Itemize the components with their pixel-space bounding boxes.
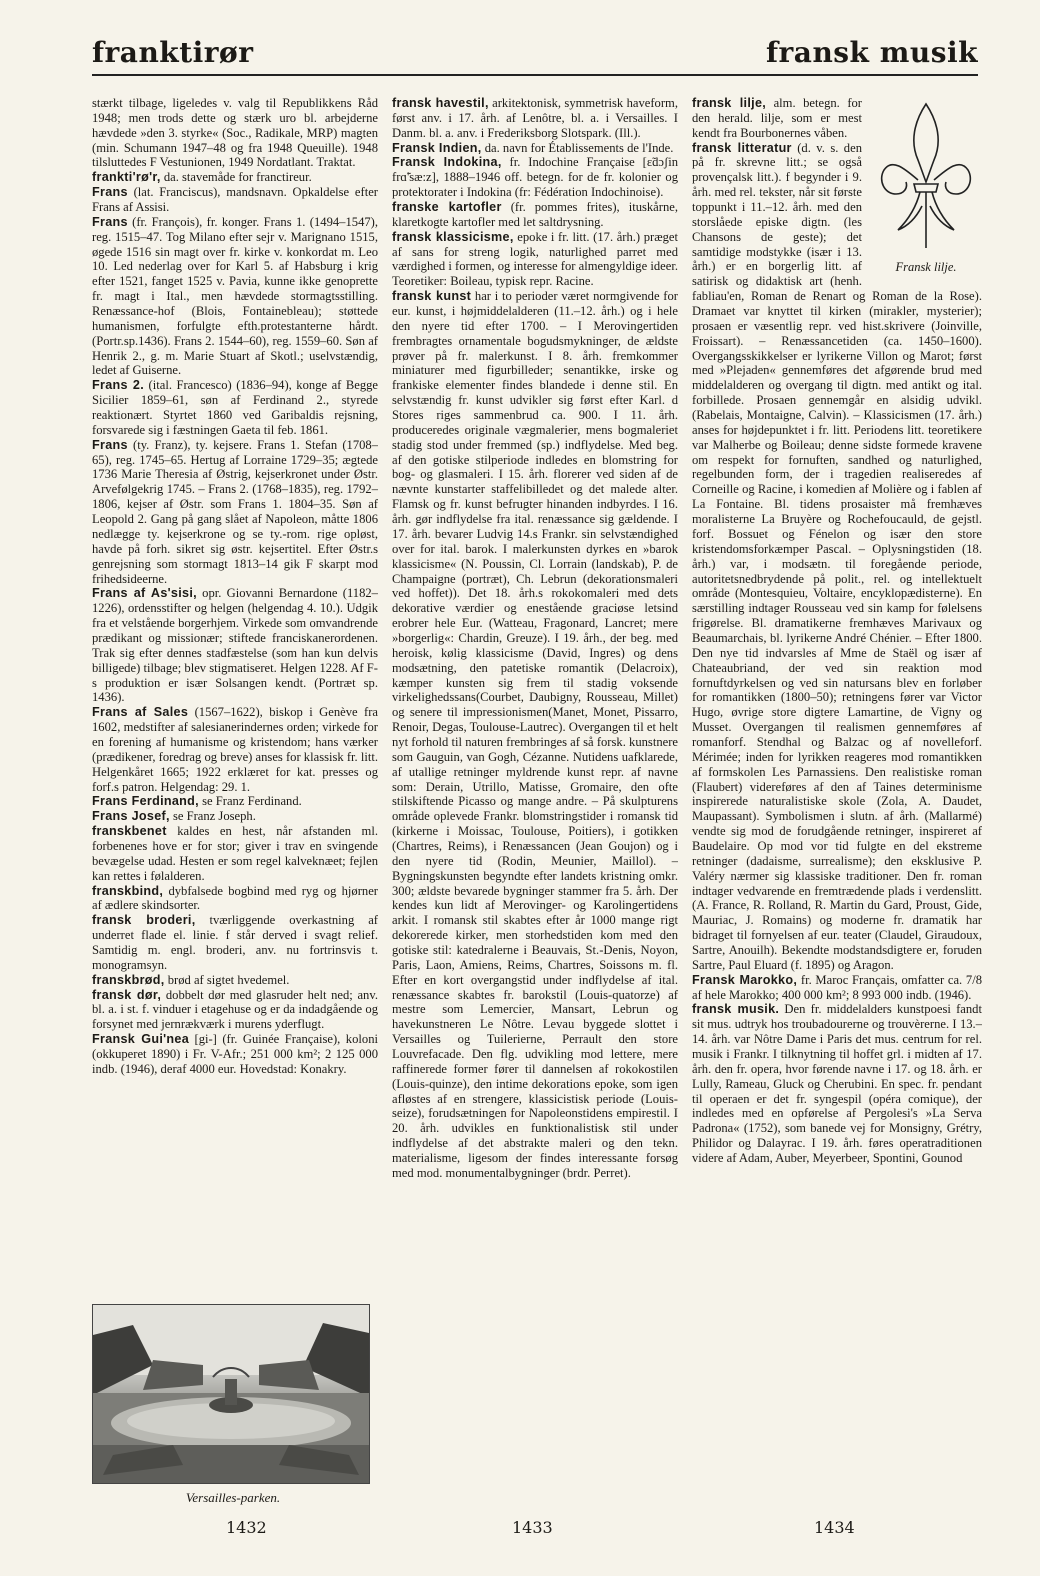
entry-headword: Fransk Marokko, xyxy=(692,972,798,987)
dictionary-entry xyxy=(92,215,378,378)
entry-text: alm. betegn. for den herald. lilje, som er mest kendt fra Bourbonernes våben. xyxy=(692,96,862,140)
entry-headword: franskbenet xyxy=(92,824,167,839)
column-3 xyxy=(692,96,982,1506)
entry-headword: fransk broderi, xyxy=(92,913,196,928)
entry-headword: Frans af Sales xyxy=(92,705,189,720)
entry-text: (fr. François), fr. konger. Frans 1. (1494–1547), reg. 1515–47. Tog Milano efter sejr v. Marignano 1515, øgede 1516 sin magt over fr. kirke v. konkordat m. Leo 10. Led nederlag over for Karl 5. af Habsburg i krig efter 1521, fanget 1525 v. Pavia, kunne ikke genoprette fr. magt i Ital., men hævdede stormagtsstilling. Renæssance-hof (Blois, Fontainebleau); støttede humanismen, forfulgte efth.protestanterne hårdt.(Portr.sp.1436). Frans 2. 1544–60), reg. 1559–60. Søn af Henrik 2., g. m. Marie Stuart af Skotl.; uselvstændig, ledet af Guiserne. xyxy=(92,214,378,378)
entry-headword: fransk litteratur xyxy=(692,140,792,155)
entry-text: tværliggende overkastning af underret flade el. linie. f står derved i svagt relief. Samtidig m. engl. broderi, anv. nu fortrinsvis t. monogramsyn. xyxy=(92,913,378,972)
entry-headword: Frans xyxy=(92,437,128,452)
entry-headword: franskbind, xyxy=(92,883,164,898)
entry-headword: frankti'rø'r, xyxy=(92,170,161,185)
dictionary-entry xyxy=(92,973,378,988)
dictionary-entry xyxy=(92,705,378,794)
entry-text: (lat. Franciscus), mandsnavn. Opkaldelse efter Frans af Assisi. xyxy=(92,185,378,215)
dictionary-entry xyxy=(692,973,982,1003)
entry-headword: Fransk Indokina, xyxy=(392,155,502,170)
entry-headword: franske kartofler xyxy=(392,200,502,215)
entry-text: epoke i fr. litt. (17. årh.) præget af sans for streng logik, naturlighed parret med værdighed i formen, og interesse for almengyldige ideer. Teoretiker: Boileau, typisk repr. Racine. xyxy=(392,229,678,289)
entry-headword: Frans xyxy=(92,214,128,229)
dictionary-entry xyxy=(92,809,378,824)
entry-headword: Frans xyxy=(92,185,128,200)
entry-text: dobbelt dør med glasruder helt ned; anv. bl. a. i st. f. vinduer i etagehuse og er da indadgående og forsynet med jernrækværk i murens yderflugt. xyxy=(92,987,378,1032)
dictionary-entry xyxy=(692,1002,982,1165)
dictionary-entry xyxy=(392,96,678,141)
guide-word-left: franktirør xyxy=(92,36,254,69)
entry-headword: Frans 2. xyxy=(92,378,145,393)
entry-text: brød af sigtet hvedemel. xyxy=(167,972,290,987)
entry-headword: fransk kunst xyxy=(392,289,472,304)
entry-text: (1567–1622), biskop i Genève fra 1602, medstifter af salesianerindernes orden; virkede for en forening af humanisme og kristendom; hans værker (prædikener, foredrag og breve) anses for klassisk fr. litt. Helgenkåret 1665; 1922 erklæret for kat. presses og forf.s patron. Helgendag: 29. 1. xyxy=(92,705,378,794)
entry-text: fr. Indochine Française [ɛ̃dɔʃin frɑ̃'sæ:z], 1888–1946 off. betegn. for de fr. kolonier og protektorater i Indokina (fr: Fédération Indochinoise). xyxy=(392,155,678,200)
entry-headword: fransk havestil, xyxy=(392,96,489,110)
page-number-1: 1432 xyxy=(226,1518,267,1537)
column-2 xyxy=(392,96,678,1506)
lily-caption: Fransk lilje. xyxy=(895,259,957,274)
dictionary-entry xyxy=(392,230,678,289)
dictionary-entry xyxy=(92,438,378,587)
dictionary-entry xyxy=(92,185,378,215)
entry-headword: Fransk Gui'nea xyxy=(92,1032,190,1047)
page-header xyxy=(92,34,978,76)
entry-text: Den fr. middelalders kunstpoesi fandt sit mus. udtryk hos troubadourerne og trouvèrerne. I 13.–14. årh. var Nôtre Dame i Paris det mus. centrum for rel. musik i Frankr. I tilknytning til hoffet grl. i midten af 17. årh. den fr. opera, hvor førende navne i 17. og 18. årh. er Lully, Rameau, Gluck og Cherubini. En spec. fr. pendant til operaen er det fr. syngespil (opéra comique), der indledes med en opførelse af Pergolesi's »La Serva Padrona« (1752), som banede vej for Monsigny, Grétry, Philidor og Dalayrac. I 19. årh. føres operatraditionen videre af Adam, Auber, Meyerbeer, Spontini, Gounod xyxy=(692,1002,982,1166)
dictionary-entry xyxy=(92,378,378,437)
entry-headword: Frans Ferdinand, xyxy=(92,794,199,809)
entry-text: dybfalsede bogbind med ryg og hjørner af ædlere skindsorter. xyxy=(92,883,378,913)
entry-text: fr. Maroc Français, omfatter ca. 7/8 af hele Marokko; 400 000 km²; 8 993 000 indb. (1946). xyxy=(692,972,982,1002)
entry-text: opr. Giovanni Bernardone (1182–1226), ordensstifter og helgen (helgendag 4. 10.). Udgik fra et velstående borgerhjem. Virkede som omvandrende prædikant og missionær; stiftede franciskanerordenen. Trak sig efter dennes stadfæstelse (som han kun delvis billigede) tilbage; blev stigmatiseret. Helgen 1228. Af F-s produktion er især Solsangen kendt. (Portræt sp. 1436). xyxy=(92,586,378,705)
entry-text: (ital. Francesco) (1836–94), konge af Begge Sicilier 1859–61, søn af Ferdinand 2., styrede reaktionært. Styrtet 1860 ved Garibaldis rejsning, forsvarede sig i fæstningen Gaeta til feb. 1861. xyxy=(92,378,378,437)
dictionary-entry xyxy=(92,1032,378,1077)
dictionary-entry xyxy=(92,170,378,185)
entry-text: (fr. pommes frites), ituskårne, klaretkogte kartofler med let saltdrysning. xyxy=(392,200,678,229)
fleur-de-lis-figure xyxy=(870,98,982,278)
entry-text: (ty. Franz), ty. kejsere. Frans 1. Stefan (1708–65), reg. 1745–65. Hertug af Lorraine 1729–35; ægtede 1736 Marie Theresia af Østrig, kejserkronet under Østr. Arvefølgekrig 1745. – Frans 2. (1768–1835), reg. 1792–1806, kejser af Østr. som Frans 1. 1804–35. Søn af Leopold 2. Gang på gang slået af Napoleon, måtte 1806 nedlægge ty. kejserkrone og se ty.-rom. rige opløst, havde på forh. sikret sig østr. kejsertitel. Efter Østr.s genrejsning som stormagt 1813–14 gik F skarpt mod frihedsideerne. xyxy=(92,437,378,586)
entry-text: arkitektonisk, symmetrisk haveform, først anv. i 17. årh. af Lenôtre, bl. a. i Versailles. I Danm. bl. a. anv. i Frederiksborg Slotspark. (Ill.). xyxy=(392,96,678,140)
column-1 xyxy=(92,96,378,1506)
page-number-3: 1434 xyxy=(814,1518,855,1537)
columns xyxy=(92,96,982,1516)
page-number-2: 1433 xyxy=(512,1518,553,1537)
versailles-figure xyxy=(92,1304,374,1504)
guide-word-right: fransk musik xyxy=(766,36,978,69)
entry-text: har i to perioder været normgivende for eur. kunst, i højmiddelalderen (11.–12. årh.) og i hele den nyere tid efter 1700. – I Merovingertiden frembragtes ornamentale bogudsmykninger, de ældste prøver på fr. malerkunst. I 8. årh. fremkommer miniaturer med figurbilleder; senantikke, irske og frankiske elementer findes blandede i denne stil. En selvstændig fr. kunst udvikler sig først efter Karl. d Stores riges sammenbrud ca. 900. I 11. årh. produceredes originale vægmalerier, mens bogmaleriet stadig stod under fremmed (sp.) indflydelse. Med beg. af den gotiske stilperiode indledes en blomstring for bog- og glasmaleri. I 15. årh. florerer ved siden af de nævnte kunstarter staffelibilledet og det malede alter. Flamsk og fr. kunst befrugter hinanden indbyrdes. I 16. årh. gør indflydelse fra ital. renæssance sig gældende. I 17. årh. bevarer Ludvig 14.s Frankr. sin selvstændighed over for ital. barok. I malerkunsten dyrkes en »barok klassicisme« (N. Poussin, Cl. Lorrain (landskab), P. de Champaigne (portræt), Ch. Lebrun (dekorationsmaleri ved hoffet)). Det 18. årh.s rokokomaleri med dets dekorative værdier og enestående graciøse letsind erobrer hele Eur. (Watteau, Fragonard, Lancret; mere »borgerlig«: Chardin, Greuze). I 19. årh., der beg. med heroisk, kølig klassicisme (David, Ingres) og dens modsætning, den patetiske romantik (Delacroix), kæmper kunsten sig frem til stadig voksende virkelighedssans(Courbet, Daubigny, Rousseau, Millet) og senere til impressionismen(Manet, Monet, Pissarro, Renoir, Degas, Toulouse-Lautrec). Overgangen til et helt nyt forhold til naturen frembringes af så forsk. kunstnere som Gauguin, van Gogh, Cézanne. Nutidens uafklarede, af utallige retninger myldrende kunst repr. af navne som: Derain, Utrillo, Matisse, Gromaire, den ofte stilskiftende Picasso og mange andre. – På skulpturens område oplevede Frankr. blomstringstider i romansk tid (kirkerne i Moissac, Toulouse, Poitiers), i gotikken (Chartres, Reims), i Renæssancen (Jean Goujon) og i den nyere tid (Rodin, Meunier, Maillol). – Bygningskunsten begyndte efter landets kristning omkr. 300; ældste bevarede bygninger stammer fra 5. årh. Der kendes kun lidt af Merovinger- og Karolingertidens arkit. I romansk stil skabtes efter år 1000 mange rigt dekorerede kirker, men storhedstiden kom med den gotiske stil: katedralerne i Beauvais, St.-Denis, Noyon, Paris, Laon, Amiens, Reims, Chartres, Soissons m. fl. Efter en kort overgangstid under indflydelse af ital. renæssance skabtes fr. barokstil (Louis-quatorze) af mestre som Lemercier, Mansart, Lebrun og havekunstneren Le Nôtre. Levau byggede slottet i Versailles og Tuilerierne, Perrault den store Louvrefacade. Den flg. udvikling mod lettere, mere raffinerede former fører til dannelsen af rokokostilen (Louis-quinze), den intime dekorations epoke, som igen afløstes af en strengere, klassicistisk periode (Louis-seize), forudsætningen for Napoleonstidens empirestil. I 20. årh. udvikles en funktionalistisk stil under indflydelse af det abstrakte maleri og den tekn. materialisme, ligesom der findes interessante forsøg med mod. monumentalbygninger (brdr. Perret). xyxy=(392,289,678,1180)
entry-text: [gi-] (fr. Guinée Française), koloni (okkuperet 1890) i Fr. V-Afr.; 251 000 km²; 2 125 000 indb. (1946), deraf 4000 eur. Hovedstad: Konakry. xyxy=(92,1032,378,1076)
versailles-caption: Versailles-parken. xyxy=(185,1490,281,1505)
fleur-de-lis-icon xyxy=(874,98,978,254)
entry-headword: Frans Josef, xyxy=(92,809,170,824)
entry-text: stærkt tilbage, ligeledes v. valg til Republikkens Råd 1948; men trods dette og stærk uro bl. arbejderne hævdede »den 3. styrke« (Soc., Radikale, MRP) magten (min. Schumann 1947–48 og fra 1948 Queuille). 1948 tilsluttedes F Vestunionen, 1949 Nordatlant. Traktat. xyxy=(92,96,378,170)
versailles-photo xyxy=(92,1304,370,1484)
dictionary-entry xyxy=(392,200,678,230)
dictionary-entry xyxy=(392,155,678,200)
dictionary-entry xyxy=(392,141,678,156)
entry-text: kaldes en hest, når afstanden ml. forbenenes hove er for stor; giver i trav en svingende bevægelse udad. Hesten er som regel kalveknæet; fejlen kan rettes i følalderen. xyxy=(92,824,378,883)
entry-headword: fransk musik. xyxy=(692,1002,780,1017)
entry-headword: Frans af As'sisi, xyxy=(92,586,197,601)
dictionary-entry xyxy=(92,884,378,914)
entry-headword: fransk klassicisme, xyxy=(392,229,514,244)
dictionary-entry xyxy=(92,794,378,809)
entry-text: (d. v. s. den på fr. skrevne litt.; se også provençalsk litt.). f begynder i 9. årh. med rel. tekster, når sit første toppunkt i 11.–12. årh. med den storslåede episke digtn. (les Chansons de geste); det samtidige modstykke (især i 13. årh.) er en borgerlig litt. af satirisk og didaktisk art (henh. fabliau'en, Roman de Renart og Roman de la Rose). Dramaet var knyttet til kirken (mirakler, mysterier); prosaen er væsentlig repr. ved hist.skrivere (Joinville, Froissart). – Renæssancetiden (ca. 1450–1600). Overgangsskikkelser er lyrikerne Villon og Marot; først med »Plejaden« gennemføres det afgørende brud med middelalderen og overgang til digtn. med antikt og ital. forbillede. Prosaen gennemgår en alsidig udvikl. (Rabelais, Montaigne, Calvin). – Klassicismen (17. årh.) anses for højdepunktet i fr. litt. Periodens litt. teoretikere var Malherbe og Boileau; denne sidste formede kravene om respekt for fornuften, sandhed og naturlighed, regelbunden form, der i tragedien realiseredes af Corneille og Racine, i komedien af Molière og i fablen af La Fontaine. Bl. tidens prosaister må fremhæves moralisterne La Bruyère og Rochefoucauld, de gejstl. forf. Bossuet og Fénelon og især den store kristendomsforkæmper Pascal. – Oplysningstiden (18. årh.) var, i modsætn. til foregående periode, autoritetsnedbrydende på polit., rel. og intellektuelt område (Montesquieu, Voltaire, encyklopædisterne). En særstilling indtager Rousseau ved sin kamp for følelsens frigørelse. Bl. dramatikerne fremhæves Marivaux og Beaumarchais, bl. lyrikerne André Chénier. – Efter 1800. Den nye tid indvarsles af Mme de Staël og især af Chateaubriand, der ved sin reaktion mod fornuftdyrkelsen og ved sin natursans blev en forløber for romantikken (1800–50); retningens fører var Victor Hugo, øvrige store digtere Lamartine, de Vigny og Musset. Overgangen til realismen gennemføres af romanforf. Stendhal og Balzac og af novelleforf. Mérimée; inden for lyrikken reageres mod romantikken af formskolen Les Parnassiens. Den realistiske roman (Flaubert) videreføres af den af Taines determinisme inspirerede naturalistiske skole (Zola, A. Daudet, Maupassant). Symbolismen i slutn. af årh. (Mallarmé) vendte sig mod de forudgående retninger, inspireret af Baudelaire. Op mod vor tid fulgte en del ekstreme retninger (dadaisme, surrealisme); den eksklusive P. Valéry nærmer sig klassiske traditioner. Den fr. roman indtager vedvarende en fremtrædende plads i verdenslitt. (A. France, R. Rolland, R. Martin du Gard, Proust, Gide, Mauriac, J. Romains) og moderne fr. dramatik har bidraget til fornyelsen af eur. teater (Claudel, Giraudoux, Sartre, Anouilh). Bekendte modstandsdigtere er, foruden Sartre, Paul Eluard (f. 1895) og Aragon. xyxy=(692,140,982,972)
dictionary-entry xyxy=(92,913,378,972)
dictionary-entry xyxy=(92,988,378,1033)
entry-headword: fransk dør, xyxy=(92,987,162,1002)
dictionary-entry xyxy=(92,96,378,170)
entry-headword: fransk lilje, xyxy=(692,96,767,110)
entry-text: da. stavemåde for franctireur. xyxy=(163,170,312,185)
entry-text: se Franz Joseph. xyxy=(172,809,256,824)
entry-headword: Fransk Indien, xyxy=(392,140,482,155)
entry-text: da. navn for Établissements de l'Inde. xyxy=(484,140,674,155)
dictionary-entry xyxy=(392,289,678,1181)
entry-headword: franskbrød, xyxy=(92,972,165,987)
entry-text: se Franz Ferdinand. xyxy=(202,794,302,809)
dictionary-entry xyxy=(92,586,378,705)
dictionary-entry xyxy=(92,824,378,883)
